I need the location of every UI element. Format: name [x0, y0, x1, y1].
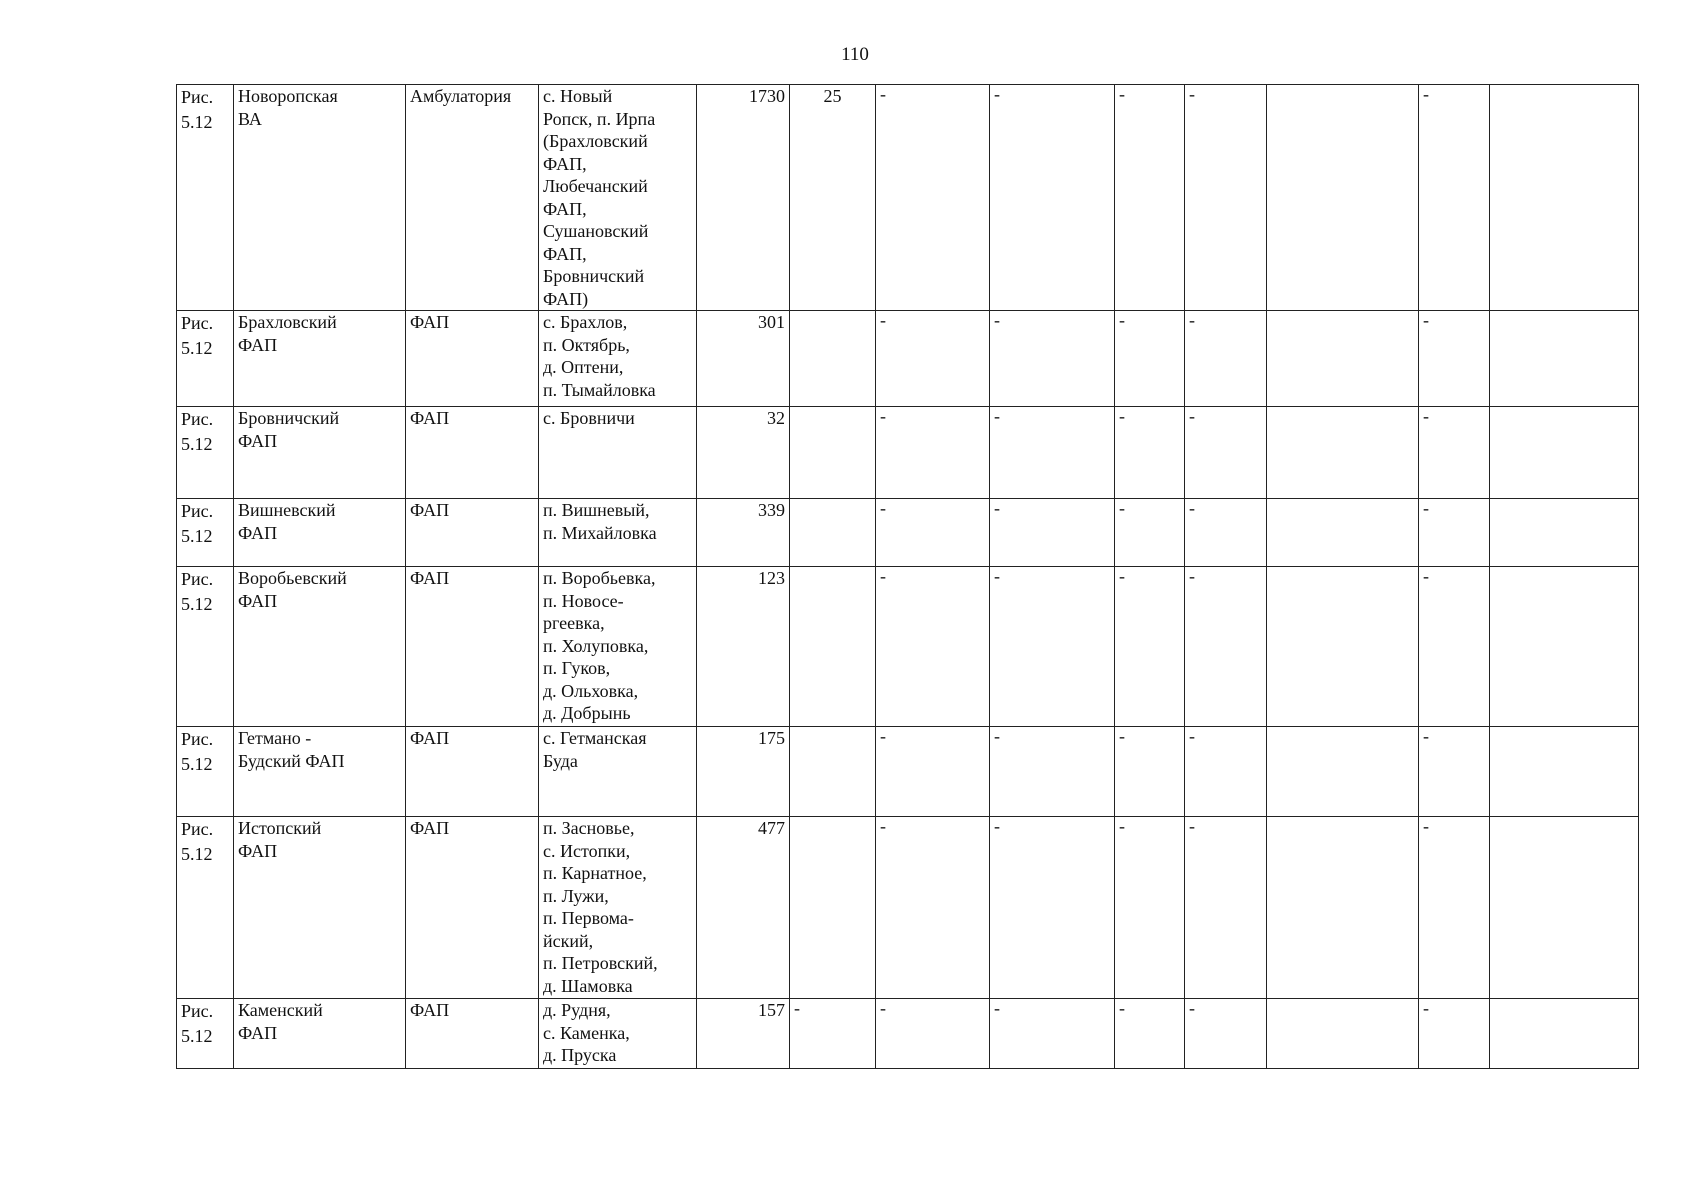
figure-ref-text: 5.12 — [181, 526, 213, 546]
indicator-cell — [1490, 311, 1639, 407]
table-row — [177, 85, 1639, 311]
staff-cell — [790, 567, 876, 727]
settlement-text: с. Бровничи — [543, 408, 635, 428]
indicator-value: - — [1423, 726, 1429, 746]
indicator-cell — [876, 311, 990, 407]
settlement-text: п. Новосе- — [543, 590, 624, 611]
indicator-value: - — [994, 84, 1000, 104]
figure-ref-text: 5.12 — [181, 1026, 213, 1046]
indicator-value: - — [880, 726, 886, 746]
population-value: 339 — [758, 500, 785, 520]
settlement-text: с. Истопки, — [543, 840, 631, 861]
indicator-cell — [1185, 817, 1267, 999]
settlement-text: Любечанский — [543, 176, 648, 196]
indicator-cell — [1267, 499, 1419, 567]
indicator-value: - — [994, 726, 1000, 746]
indicator-cell — [990, 85, 1115, 311]
facility-type-cell — [406, 567, 539, 727]
indicator-cell — [990, 499, 1115, 567]
figure-ref-text: 5.12 — [181, 112, 213, 132]
indicator-cell — [1267, 407, 1419, 499]
indicator-cell — [876, 567, 990, 727]
facility-name-cell — [234, 999, 406, 1069]
indicator-value: - — [1423, 998, 1429, 1018]
indicator-cell — [1267, 311, 1419, 407]
table-row — [177, 499, 1639, 567]
indicator-cell — [1115, 407, 1185, 499]
facility-name-cell — [234, 407, 406, 499]
indicator-cell — [1419, 499, 1490, 567]
indicator-cell — [876, 817, 990, 999]
indicator-cell — [1419, 567, 1490, 727]
facility-type-cell — [406, 85, 539, 311]
facility-name-text: ФАП — [238, 522, 278, 543]
table-row — [177, 407, 1639, 499]
indicator-cell — [1490, 499, 1639, 567]
indicator-cell — [990, 999, 1115, 1069]
figure-ref-text: 5.12 — [181, 594, 213, 614]
population-value: 123 — [758, 568, 785, 588]
facility-name-text: Каменский — [238, 1000, 323, 1020]
settlement-text: Буда — [543, 750, 578, 771]
facility-name-cell — [234, 727, 406, 817]
indicator-cell — [876, 999, 990, 1069]
indicator-value: - — [1423, 566, 1429, 586]
settlement-text: д. Ольховка, — [543, 680, 639, 701]
figure-ref-cell — [177, 407, 234, 499]
facility-name-text: ФАП — [238, 430, 278, 451]
facility-type-cell — [406, 311, 539, 407]
facility-type-text: ФАП — [410, 818, 450, 838]
settlement-text: д. Пруска — [543, 1045, 617, 1065]
indicator-value: - — [1189, 310, 1195, 330]
indicator-value: - — [994, 498, 1000, 518]
indicator-cell — [1115, 499, 1185, 567]
settlement-text: п. Карнатное, — [543, 863, 647, 883]
staff-cell — [790, 407, 876, 499]
indicator-cell — [1185, 311, 1267, 407]
indicator-cell — [1419, 407, 1490, 499]
indicator-value: - — [880, 84, 886, 104]
indicator-value: - — [1119, 998, 1125, 1018]
settlement-text: п. Вишневый, — [543, 500, 650, 520]
indicator-cell — [1185, 567, 1267, 727]
population-value: 157 — [758, 1000, 785, 1020]
population-cell — [697, 85, 790, 311]
figure-ref-text: Рис. — [181, 569, 214, 589]
facility-type-text: ФАП — [410, 1000, 450, 1020]
indicator-value: - — [994, 998, 1000, 1018]
indicator-value: - — [880, 310, 886, 330]
served-settlements-cell — [539, 817, 697, 999]
facility-name-text: ФАП — [238, 590, 278, 611]
served-settlements-cell — [539, 311, 697, 407]
settlement-text: п. Воробьевка, — [543, 568, 656, 588]
indicator-value: - — [994, 816, 1000, 836]
facility-type-text: ФАП — [410, 728, 450, 748]
indicator-cell — [1490, 999, 1639, 1069]
indicator-value: - — [880, 998, 886, 1018]
staff-cell — [790, 311, 876, 407]
indicator-value: - — [1189, 998, 1195, 1018]
settlement-text: Бровничский — [543, 266, 645, 286]
staff-cell — [790, 499, 876, 567]
indicator-value: - — [1189, 406, 1195, 426]
settlement-text: с. Новый — [543, 86, 613, 106]
indicator-value: - — [994, 406, 1000, 426]
population-cell — [697, 727, 790, 817]
indicator-value: - — [1423, 310, 1429, 330]
indicator-cell — [1115, 85, 1185, 311]
population-cell — [697, 999, 790, 1069]
facility-type-text: Амбулатория — [410, 86, 512, 106]
figure-ref-cell — [177, 567, 234, 727]
staff-cell — [790, 817, 876, 999]
figure-ref-cell — [177, 499, 234, 567]
indicator-cell — [990, 817, 1115, 999]
population-value: 477 — [758, 818, 785, 838]
settlement-text: ФАП, — [543, 198, 587, 219]
indicator-value: - — [1119, 406, 1125, 426]
facility-type-text: ФАП — [410, 408, 450, 428]
population-cell — [697, 311, 790, 407]
figure-ref-cell — [177, 311, 234, 407]
population-cell — [697, 567, 790, 727]
facility-name-cell — [234, 85, 406, 311]
facility-name-cell — [234, 567, 406, 727]
indicator-cell — [1419, 85, 1490, 311]
indicator-value: - — [1119, 726, 1125, 746]
indicator-cell — [990, 311, 1115, 407]
settlement-text: п. Засновье, — [543, 818, 635, 838]
indicator-cell — [1115, 727, 1185, 817]
indicator-value: - — [1423, 498, 1429, 518]
indicator-cell — [876, 499, 990, 567]
indicator-value: - — [880, 566, 886, 586]
indicator-cell — [1490, 817, 1639, 999]
indicator-value: - — [1189, 498, 1195, 518]
facility-type-cell — [406, 499, 539, 567]
staff-value: - — [794, 998, 800, 1018]
indicator-value: - — [1189, 84, 1195, 104]
indicator-value: - — [1119, 84, 1125, 104]
facility-name-text: Новоропская — [238, 86, 338, 106]
indicator-cell — [1185, 85, 1267, 311]
indicator-cell — [1419, 999, 1490, 1069]
indicator-cell — [990, 567, 1115, 727]
table-row — [177, 999, 1639, 1069]
indicator-cell — [1490, 85, 1639, 311]
served-settlements-cell — [539, 567, 697, 727]
settlement-text: с. Брахлов, — [543, 312, 628, 332]
figure-ref-text: 5.12 — [181, 434, 213, 454]
facility-type-text: ФАП — [410, 500, 450, 520]
settlement-text: ФАП, — [543, 243, 587, 264]
settlement-text: ФАП, — [543, 153, 587, 174]
figure-ref-text: Рис. — [181, 819, 214, 839]
indicator-value: - — [1119, 310, 1125, 330]
facility-name-text: Вишневский — [238, 500, 336, 520]
figure-ref-text: Рис. — [181, 501, 214, 521]
indicator-cell — [1490, 567, 1639, 727]
figure-ref-text: Рис. — [181, 313, 214, 333]
served-settlements-cell — [539, 85, 697, 311]
indicator-value: - — [994, 310, 1000, 330]
facility-type-text: ФАП — [410, 312, 450, 332]
facility-name-text: Истопский — [238, 818, 322, 838]
facility-name-text: ВА — [238, 108, 262, 129]
settlement-text: йский, — [543, 930, 594, 951]
served-settlements-cell — [539, 407, 697, 499]
settlement-text: п. Лужи, — [543, 885, 609, 906]
facility-name-text: Брахловский — [238, 312, 337, 332]
indicator-cell — [1419, 311, 1490, 407]
indicator-cell — [1490, 727, 1639, 817]
indicator-cell — [1115, 999, 1185, 1069]
facility-type-text: ФАП — [410, 568, 450, 588]
indicator-cell — [1267, 817, 1419, 999]
facility-name-text: Воробьевский — [238, 568, 347, 588]
settlement-text: д. Шамовка — [543, 975, 633, 996]
figure-ref-text: 5.12 — [181, 844, 213, 864]
indicator-value: - — [1423, 406, 1429, 426]
table-body — [177, 85, 1639, 1069]
settlement-text: п. Тымайловка — [543, 379, 656, 400]
indicator-cell — [876, 727, 990, 817]
indicator-cell — [1185, 407, 1267, 499]
settlement-text: д. Добрынь — [543, 703, 631, 723]
facility-name-cell — [234, 311, 406, 407]
facility-name-text: Будский ФАП — [238, 750, 345, 771]
facility-type-cell — [406, 999, 539, 1069]
table-row — [177, 567, 1639, 727]
table-row — [177, 727, 1639, 817]
indicator-cell — [1419, 817, 1490, 999]
indicator-value: - — [1423, 84, 1429, 104]
staff-value: 25 — [823, 86, 842, 106]
facility-name-text: Бровничский — [238, 408, 340, 428]
settlement-text: с. Каменка, — [543, 1022, 630, 1043]
population-cell — [697, 817, 790, 999]
indicator-cell — [1115, 567, 1185, 727]
facility-name-text: ФАП — [238, 334, 278, 355]
page-number: 110 — [841, 44, 869, 65]
indicator-cell — [1419, 727, 1490, 817]
settlement-text: п. Петровский, — [543, 953, 658, 973]
indicator-value: - — [1423, 816, 1429, 836]
figure-ref-cell — [177, 817, 234, 999]
indicator-value: - — [1119, 498, 1125, 518]
facility-name-text: ФАП — [238, 840, 278, 861]
indicator-cell — [876, 407, 990, 499]
settlement-text: п. Холуповка, — [543, 635, 649, 656]
figure-ref-text: 5.12 — [181, 754, 213, 774]
indicator-value: - — [994, 566, 1000, 586]
facility-name-cell — [234, 499, 406, 567]
indicator-value: - — [1119, 566, 1125, 586]
facility-name-text: ФАП — [238, 1022, 278, 1043]
settlement-text: д. Оптени, — [543, 357, 624, 377]
settlement-text: п. Михайловка — [543, 522, 657, 543]
figure-ref-cell — [177, 999, 234, 1069]
settlement-text: п. Октябрь, — [543, 334, 630, 355]
indicator-value: - — [880, 406, 886, 426]
staff-cell — [790, 999, 876, 1069]
indicator-cell — [1185, 727, 1267, 817]
settlement-text: (Брахловский — [543, 131, 648, 151]
facility-type-cell — [406, 407, 539, 499]
settlement-text: ргеевка, — [543, 613, 605, 633]
indicator-cell — [990, 407, 1115, 499]
settlement-text: ФАП) — [543, 288, 589, 309]
indicator-value: - — [1119, 816, 1125, 836]
figure-ref-cell — [177, 85, 234, 311]
indicator-cell — [1185, 499, 1267, 567]
indicator-cell — [1267, 85, 1419, 311]
population-value: 1730 — [749, 86, 785, 106]
population-cell — [697, 407, 790, 499]
indicator-cell — [1267, 567, 1419, 727]
served-settlements-cell — [539, 727, 697, 817]
population-value: 301 — [758, 312, 785, 332]
table-row — [177, 311, 1639, 407]
figure-ref-text: Рис. — [181, 729, 214, 749]
population-value: 32 — [767, 408, 785, 428]
staff-cell — [790, 727, 876, 817]
facility-type-cell — [406, 727, 539, 817]
indicator-cell — [1267, 727, 1419, 817]
indicator-cell — [1115, 817, 1185, 999]
staff-cell — [790, 85, 876, 311]
indicator-value: - — [1189, 816, 1195, 836]
indicator-cell — [1267, 999, 1419, 1069]
settlement-text: с. Гетманская — [543, 728, 647, 748]
indicator-value: - — [1189, 726, 1195, 746]
figure-ref-cell — [177, 727, 234, 817]
indicator-cell — [876, 85, 990, 311]
facility-name-text: Гетмано - — [238, 728, 312, 748]
settlement-text: п. Первома- — [543, 908, 634, 928]
table-row — [177, 817, 1639, 999]
indicator-value: - — [1189, 566, 1195, 586]
facility-name-cell — [234, 817, 406, 999]
population-cell — [697, 499, 790, 567]
population-value: 175 — [758, 728, 785, 748]
facilities-table — [176, 84, 1639, 1069]
indicator-cell — [1185, 999, 1267, 1069]
figure-ref-text: 5.12 — [181, 338, 213, 358]
figure-ref-text: Рис. — [181, 1001, 214, 1021]
served-settlements-cell — [539, 999, 697, 1069]
settlement-text: д. Рудня, — [543, 1000, 611, 1020]
indicator-cell — [1115, 311, 1185, 407]
settlement-text: Сушановский — [543, 221, 649, 241]
indicator-cell — [990, 727, 1115, 817]
settlement-text: п. Гуков, — [543, 658, 611, 678]
settlement-text: Ропск, п. Ирпа — [543, 108, 656, 129]
figure-ref-text: Рис. — [181, 409, 214, 429]
facility-type-cell — [406, 817, 539, 999]
indicator-cell — [1490, 407, 1639, 499]
indicator-value: - — [880, 816, 886, 836]
figure-ref-text: Рис. — [181, 87, 214, 107]
indicator-value: - — [880, 498, 886, 518]
served-settlements-cell — [539, 499, 697, 567]
